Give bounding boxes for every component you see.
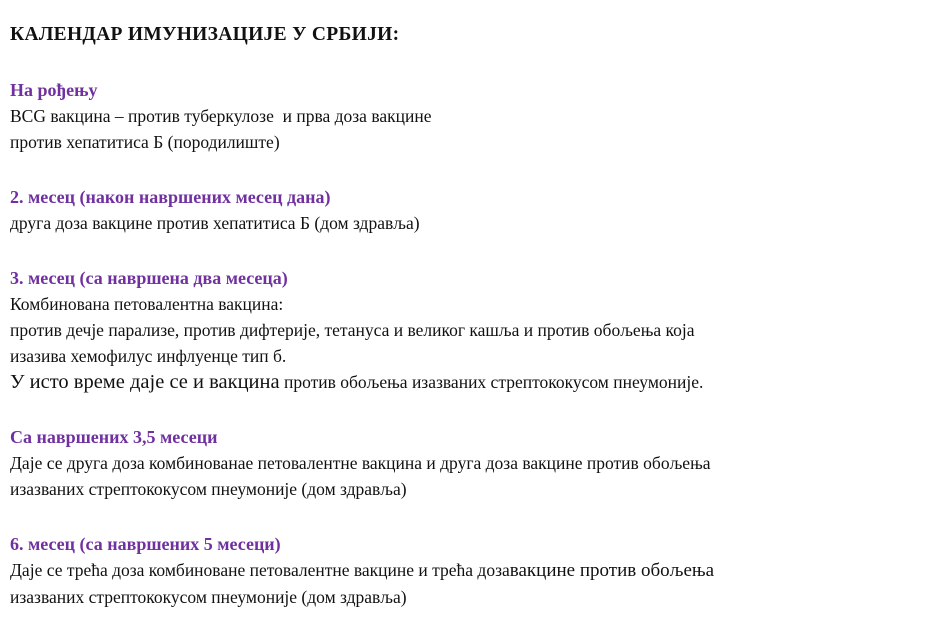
line-part: против хепатитиса Б (породилиште): [10, 132, 280, 152]
line-part: Комбинована петовалентна вакцина:: [10, 294, 284, 314]
page-title: КАЛЕНДАР ИМУНИЗАЦИЈЕ У СРБИЈИ:: [10, 24, 400, 45]
line-part: друга доза вакцине против хепатитиса Б (дом здравља): [10, 213, 420, 233]
section-line: [10, 450, 932, 476]
sections-container: [10, 77, 932, 610]
vaccination-section: [10, 184, 932, 236]
section-heading: 6. месец (са навршених 5 месеци): [10, 534, 281, 554]
line-part: Даје се трећа доза комбиноване петовалентне вакцине и трећа доза: [10, 560, 510, 580]
section-heading: Са навршених 3,5 месеци: [10, 427, 218, 447]
vaccination-section: [10, 531, 932, 610]
line-part: У исто време даје се и вакцина: [10, 371, 280, 393]
section-line: [10, 343, 932, 369]
section-line: [10, 557, 932, 584]
section-heading: 3. месец (са навршена два месеца): [10, 268, 288, 288]
line-part: Даје се друга доза комбинованае петовалентне вакцина и друга доза вакцине против обољења: [10, 453, 711, 473]
section-line: [10, 291, 932, 317]
line-part: изазваних стрептококусом пнеумоније (дом здравља): [10, 479, 407, 499]
section-line: [10, 476, 932, 502]
section-line: [10, 317, 932, 343]
line-part: BCG вакцина – против туберкулозе и прва доза вакцине: [10, 106, 432, 126]
section-line: [10, 210, 932, 236]
line-part: вакцине против обољења: [509, 560, 715, 581]
section-line: [10, 584, 932, 610]
section-heading: На рођењу: [10, 80, 98, 100]
line-part: против дечје парализе, против дифтерије, тетануса и великог кашља и против обољења која: [10, 320, 695, 340]
section-line: [10, 129, 932, 155]
vaccination-section: [10, 265, 932, 395]
line-part: против обољења изазваних стрептококусом пнеумоније.: [279, 372, 704, 392]
section-line: [10, 103, 932, 129]
vaccination-section: [10, 77, 932, 155]
line-part: изазваних стрептококусом пнеумоније (дом здравља): [10, 587, 407, 607]
vaccination-section: [10, 424, 932, 502]
section-heading: 2. месец (након навршених месец дана): [10, 187, 331, 207]
section-line: [10, 369, 932, 395]
line-part: изазива хемофилус инфлуенце тип б.: [10, 346, 287, 366]
